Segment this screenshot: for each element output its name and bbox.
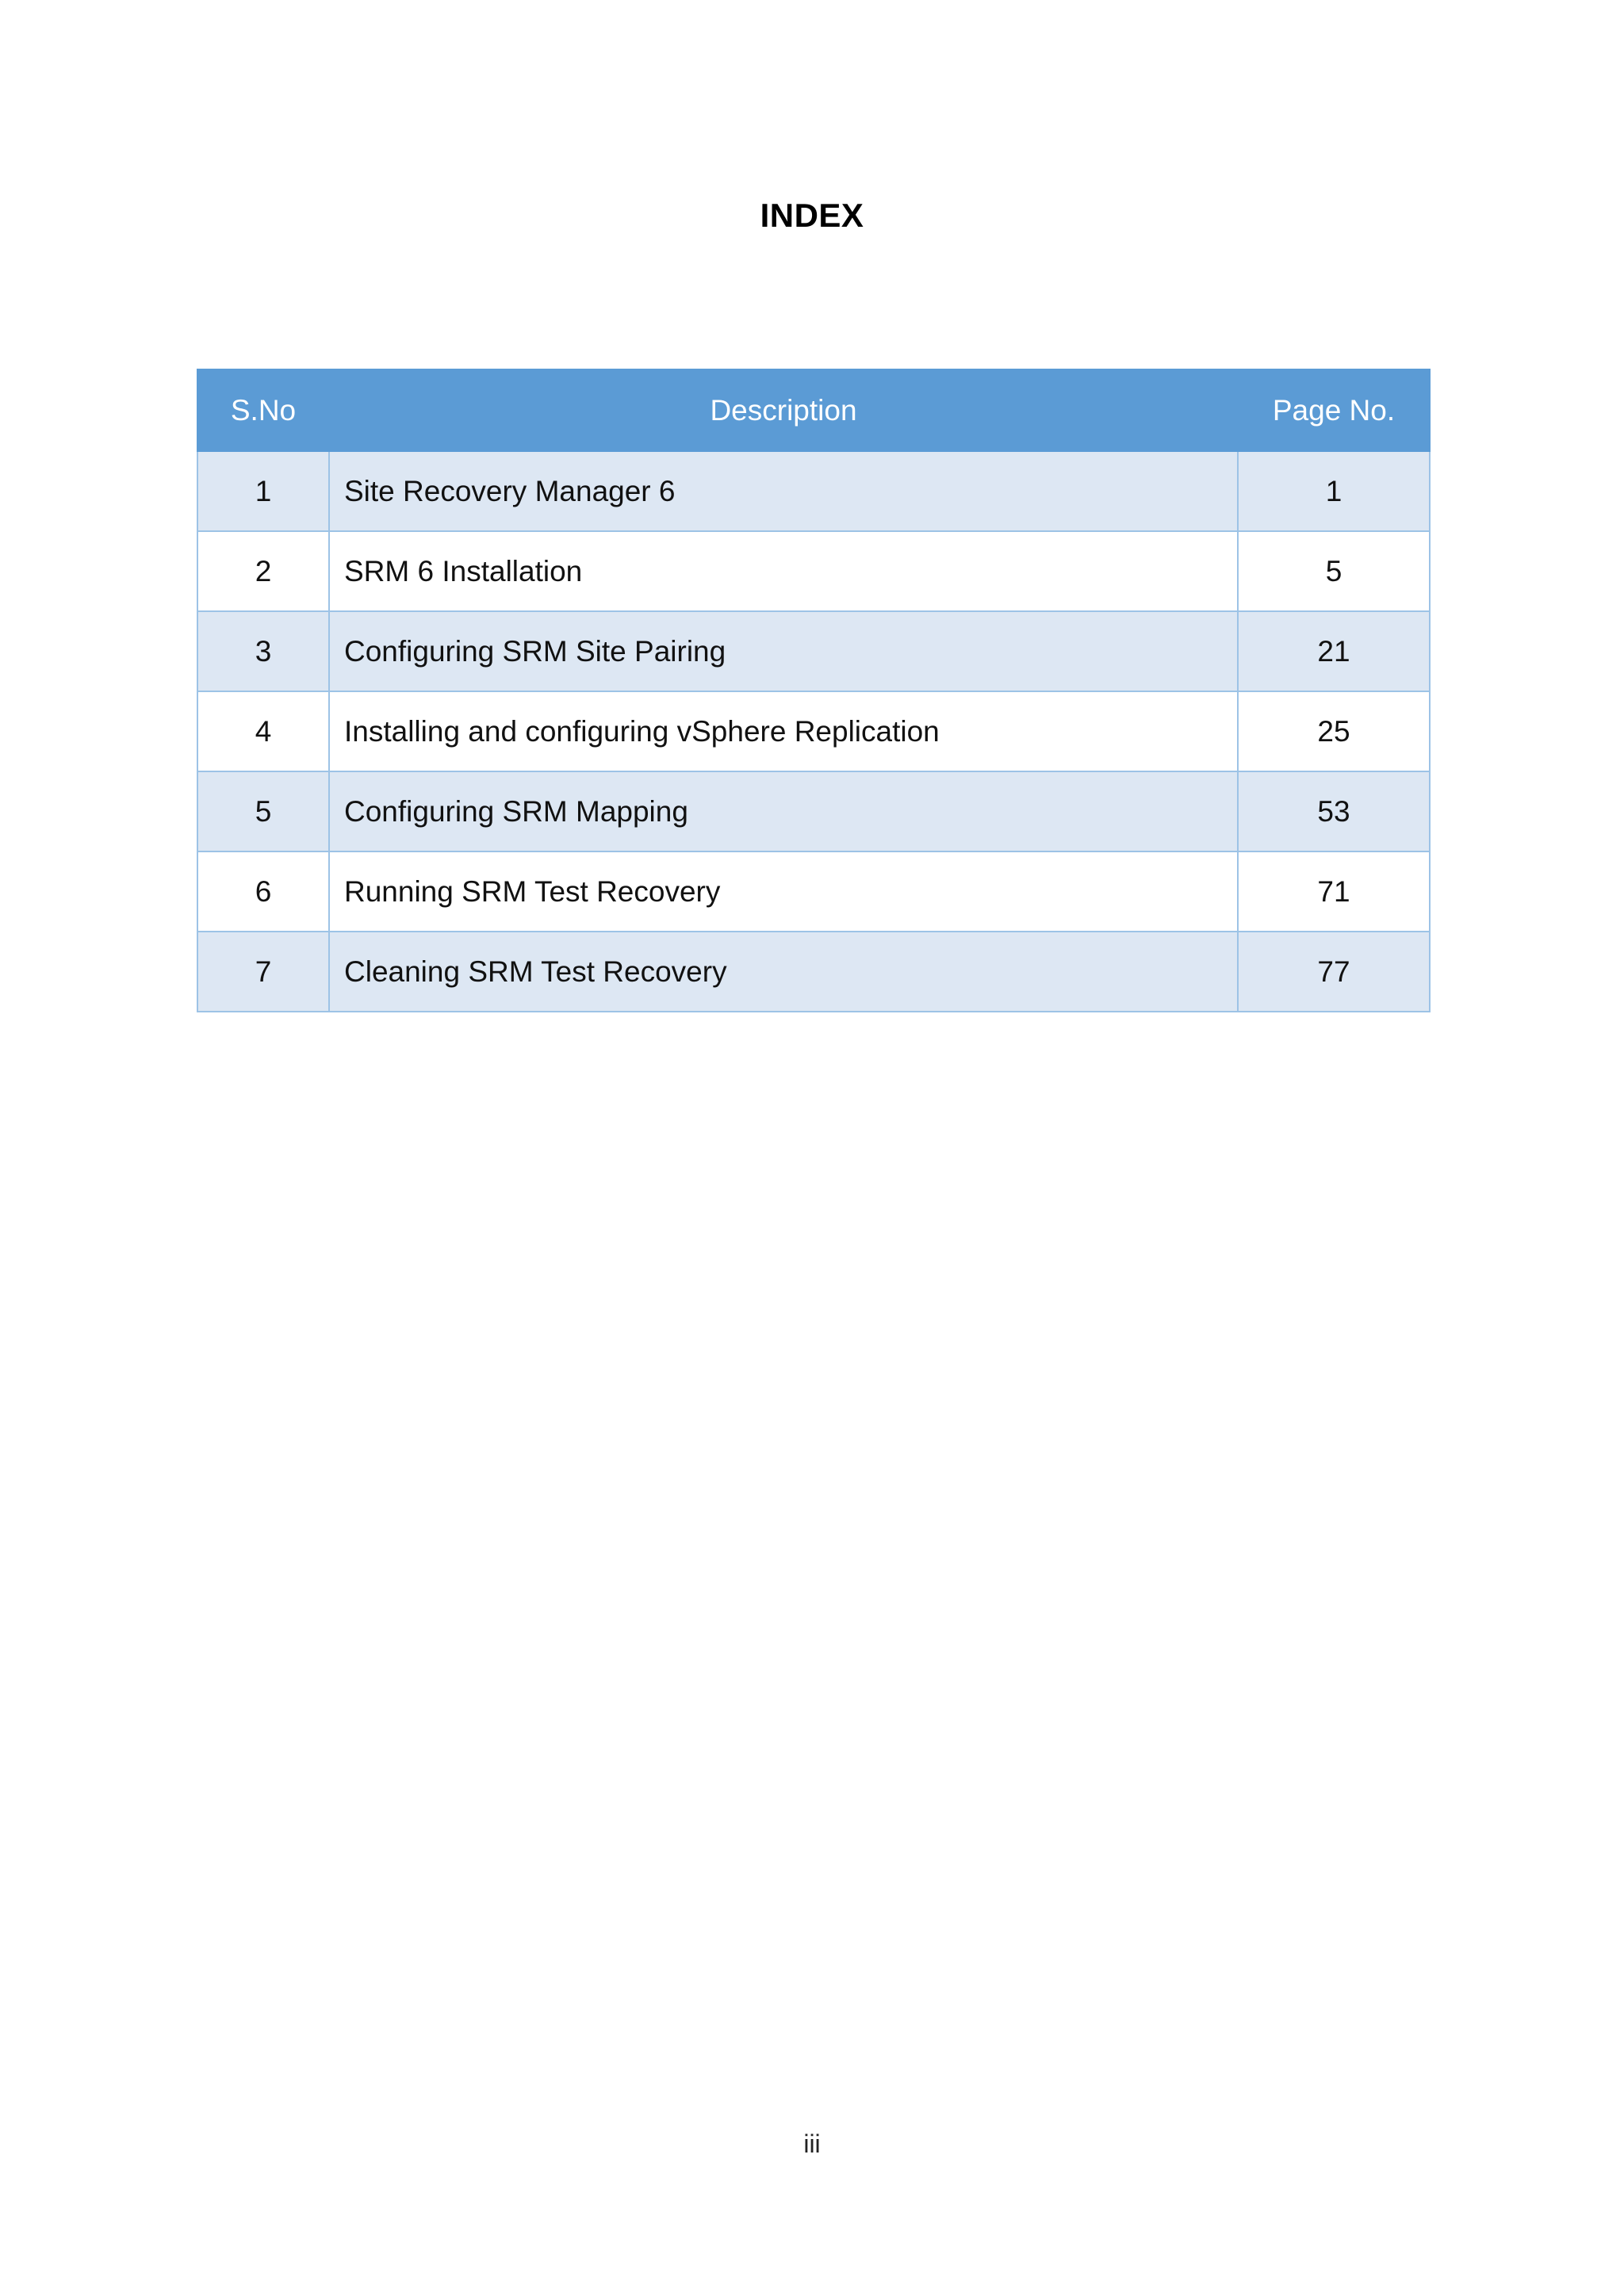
- header-sno: S.No: [197, 369, 329, 451]
- index-table: [197, 369, 1431, 1012]
- row-description: Running SRM Test Recovery: [329, 851, 1238, 932]
- row-description: Installing and configuring vSphere Replication: [329, 691, 1238, 771]
- row-page-no: 25: [1238, 691, 1430, 771]
- row-sno: 7: [197, 932, 329, 1012]
- table-row: [197, 531, 1430, 611]
- header-description: Description: [329, 369, 1238, 451]
- table-header-row: [197, 369, 1430, 451]
- row-page-no: 1: [1238, 451, 1430, 531]
- row-page-no: 71: [1238, 851, 1430, 932]
- row-page-no: 77: [1238, 932, 1430, 1012]
- row-sno: 2: [197, 531, 329, 611]
- table-row: [197, 691, 1430, 771]
- row-page-no: 5: [1238, 531, 1430, 611]
- row-sno: 1: [197, 451, 329, 531]
- footer-page-number: iii: [803, 2130, 821, 2158]
- table-row: [197, 771, 1430, 851]
- table-row: [197, 611, 1430, 691]
- table-row: [197, 851, 1430, 932]
- row-description: Cleaning SRM Test Recovery: [329, 932, 1238, 1012]
- row-description: Site Recovery Manager 6: [329, 451, 1238, 531]
- row-description: Configuring SRM Mapping: [329, 771, 1238, 851]
- row-sno: 4: [197, 691, 329, 771]
- row-description: Configuring SRM Site Pairing: [329, 611, 1238, 691]
- row-page-no: 53: [1238, 771, 1430, 851]
- row-sno: 6: [197, 851, 329, 932]
- header-page-no: Page No.: [1238, 369, 1430, 451]
- table-row: [197, 451, 1430, 531]
- row-sno: 3: [197, 611, 329, 691]
- row-sno: 5: [197, 771, 329, 851]
- table-row: [197, 932, 1430, 1012]
- row-page-no: 21: [1238, 611, 1430, 691]
- row-description: SRM 6 Installation: [329, 531, 1238, 611]
- page-title: INDEX: [760, 197, 864, 234]
